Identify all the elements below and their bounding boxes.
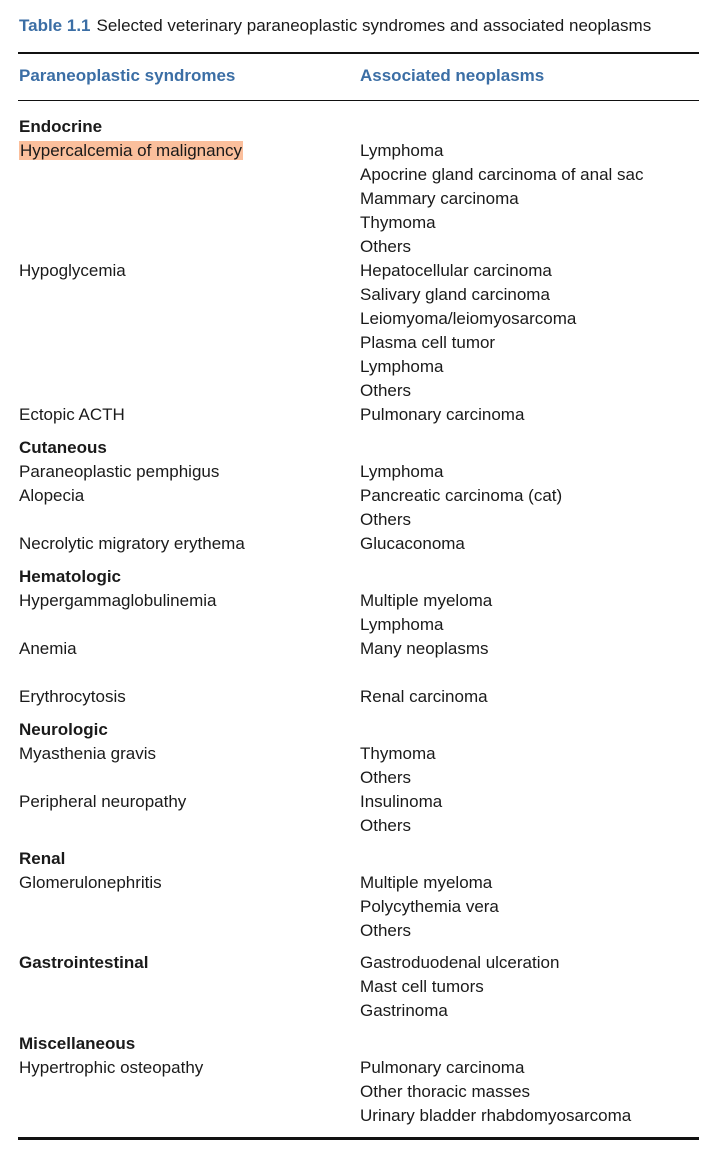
neoplasm-cell: Pulmonary carcinoma	[360, 1058, 525, 1077]
neoplasm-cell: Renal carcinoma	[360, 687, 488, 706]
neoplasm-cell: Thymoma	[360, 744, 436, 763]
syndrome-cell: Necrolytic migratory erythema	[19, 534, 245, 553]
syndrome-cell	[19, 139, 243, 163]
neoplasm-cell: Mast cell tumors	[360, 977, 484, 996]
neoplasm-cell: Lymphoma	[360, 615, 444, 634]
neoplasm-cell: Urinary bladder rhabdomyosarcoma	[360, 1106, 632, 1125]
syndrome-cell: Glomerulonephritis	[19, 873, 162, 892]
neoplasm-cell: Apocrine gland carcinoma of anal sac	[360, 165, 644, 184]
syndrome-cell: Paraneoplastic pemphigus	[19, 462, 220, 481]
header-rule	[18, 100, 699, 101]
neoplasm-cell: Plasma cell tumor	[360, 333, 496, 352]
bottom-rule	[18, 1137, 699, 1140]
neoplasm-cell: Mammary carcinoma	[360, 189, 519, 208]
column-header-neoplasms: Associated neoplasms	[360, 66, 545, 85]
neoplasm-cell: Multiple myeloma	[360, 591, 493, 610]
neoplasm-cell: Polycythemia vera	[360, 897, 499, 916]
neoplasm-cell: Hepatocellular carcinoma	[360, 261, 552, 280]
neoplasm-cell: Insulinoma	[360, 792, 443, 811]
category-heading: Cutaneous	[19, 438, 107, 457]
neoplasm-cell: Lymphoma	[360, 462, 444, 481]
neoplasm-cell: Thymoma	[360, 213, 436, 232]
neoplasm-cell: Pancreatic carcinoma (cat)	[360, 486, 563, 505]
neoplasm-cell: Others	[360, 816, 412, 835]
category-heading: Miscellaneous	[19, 1034, 136, 1053]
syndrome-cell: Hypertrophic osteopathy	[19, 1058, 204, 1077]
category-heading: Neurologic	[19, 720, 108, 739]
category-heading: Renal	[19, 849, 66, 868]
syndrome-cell: Erythrocytosis	[19, 687, 126, 706]
neoplasm-cell: Pulmonary carcinoma	[360, 405, 525, 424]
table-number: Table 1.1	[19, 16, 91, 35]
table-title: Selected veterinary paraneoplastic syndromes and associated neoplasms	[96, 16, 652, 35]
category-heading: Hematologic	[19, 567, 122, 586]
neoplasm-cell: Others	[360, 381, 412, 400]
syndrome-cell: Hypoglycemia	[19, 261, 126, 280]
category-heading: Endocrine	[19, 117, 103, 136]
neoplasm-cell: Many neoplasms	[360, 639, 489, 658]
neoplasm-cell: Others	[360, 921, 412, 940]
syndrome-cell: Ectopic ACTH	[19, 405, 125, 424]
neoplasm-cell: Other thoracic masses	[360, 1082, 531, 1101]
neoplasm-cell: Lymphoma	[360, 357, 444, 376]
syndrome-cell: Alopecia	[19, 486, 85, 505]
neoplasm-cell: Multiple myeloma	[360, 873, 493, 892]
syndrome-cell: Myasthenia gravis	[19, 744, 157, 763]
syndrome-cell: Anemia	[19, 639, 77, 658]
table-caption	[19, 16, 651, 36]
highlighted-text: Hypercalcemia of malignancy	[20, 141, 243, 160]
syndrome-cell: Gastrointestinal	[19, 953, 149, 972]
neoplasm-cell: Others	[360, 510, 412, 529]
neoplasm-cell: Others	[360, 768, 412, 787]
neoplasm-cell: Lymphoma	[360, 141, 444, 160]
syndrome-cell: Hypergammaglobulinemia	[19, 591, 217, 610]
neoplasm-cell: Others	[360, 237, 412, 256]
neoplasm-cell: Gastroduodenal ulceration	[360, 953, 560, 972]
column-header-syndromes: Paraneoplastic syndromes	[19, 66, 236, 85]
neoplasm-cell: Leiomyoma/leiomyosarcoma	[360, 309, 577, 328]
neoplasm-cell: Salivary gland carcinoma	[360, 285, 550, 304]
neoplasm-cell: Glucaconoma	[360, 534, 465, 553]
neoplasm-cell: Gastrinoma	[360, 1001, 448, 1020]
syndrome-cell: Peripheral neuropathy	[19, 792, 187, 811]
top-rule	[18, 52, 699, 54]
